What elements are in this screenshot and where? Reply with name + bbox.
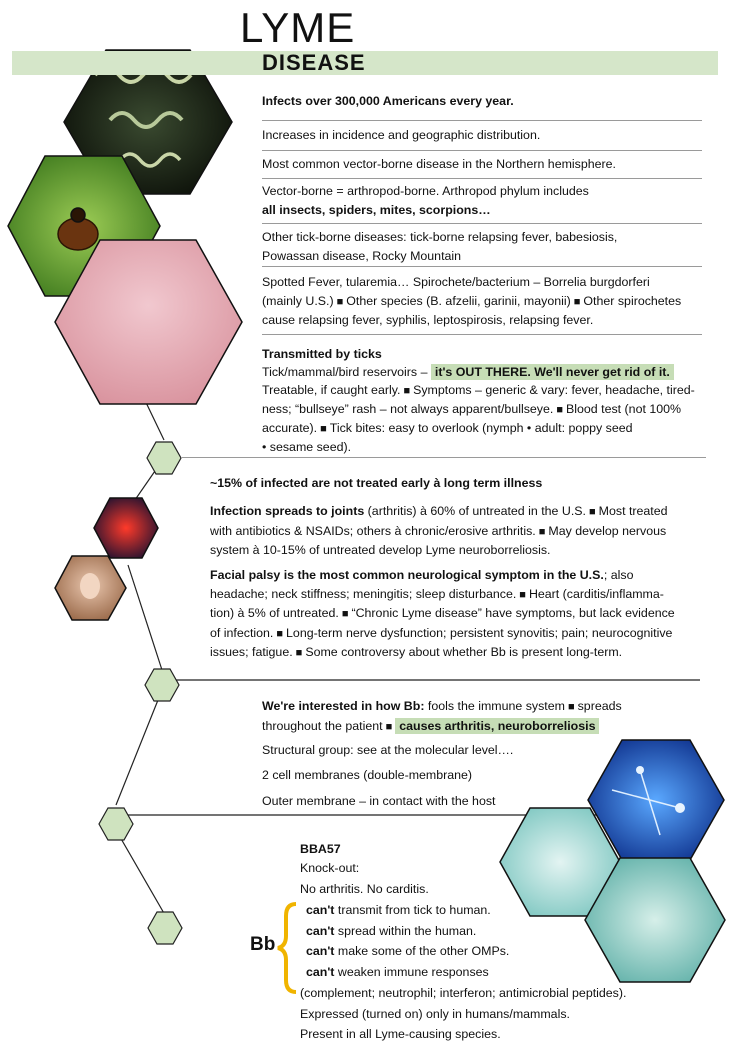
fact-infections: Infects over 300,000 Americans every year. xyxy=(262,94,514,108)
bba57-details: (complement; neutrophil; interferon; antimicrobial peptides). Expressed (turned on) only in humans/mammals. Present in all Lyme-causing species. xyxy=(300,986,627,1041)
divider xyxy=(262,178,702,179)
divider xyxy=(262,266,702,267)
highlight-arthritis: causes arthritis, neuroborreliosis xyxy=(395,718,599,734)
joint-image xyxy=(94,498,158,558)
highlight-out-there: it's OUT THERE. We'll never get rid of it. xyxy=(431,364,674,380)
title-disease: DISEASE xyxy=(262,50,366,75)
divider xyxy=(262,334,702,335)
timeline-node xyxy=(99,808,133,840)
timeline-node xyxy=(145,669,179,701)
timeline-node xyxy=(148,912,182,944)
transmitted-block: Transmitted by ticks Tick/mammal/bird reservoirs – it's OUT THERE. We'll never get rid of it. Treatable, if caught early. ■ Symptoms – generic & vary: fever, headache, tired- ness; “bullseye” rash – not always apparent/bullseye. ■ Blood test (not 100% accurate). ■ Tick bites: easy to overlook (nymph • adult: poppy seed • sesame seed). xyxy=(262,347,695,454)
fact-arthropod: Vector-borne = arthropod-borne. Arthropod phylum includes all insects, spiders, mites, scorpions… xyxy=(262,184,589,217)
fact-other-tick-diseases: Other tick-borne diseases: tick-borne relapsing fever, babesiosis, Powassan disease, Rocky Mountain xyxy=(262,230,618,263)
untreated-heading: ~15% of infected are not treated early à long term illness xyxy=(210,476,543,490)
double-membrane: 2 cell membranes (double-membrane) xyxy=(262,768,473,782)
divider xyxy=(182,457,706,458)
palsy-block: Facial palsy is the most common neurological symptom in the U.S.; also headache; neck stiffness; meningitis; sleep disturbance. ■ Heart (carditis/inflamma- tion) à 5% of untreated. ■ “Chronic Lyme disease” have symptoms, but lack evidence of infection. ■ Long-term nerve dysfunction; persistent synovitis; pain; neurocognitive issues; fatigue. ■ Some controversy about whether Bb is present long-term. xyxy=(210,568,675,659)
structural-group: Structural group: see at the molecular level…. xyxy=(262,743,514,757)
title-lyme: LYME xyxy=(240,4,356,51)
interest-block: We're interested in how Bb: fools the immune system ■ spreads throughout the patient ■ causes arthritis, neuroborreliosis xyxy=(262,699,622,733)
knockout-label: Knock-out: xyxy=(300,861,360,875)
no-arthritis: No arthritis. No carditis. xyxy=(300,882,429,896)
fact-vector-borne: Most common vector-borne disease in the Northern hemisphere. xyxy=(262,157,616,171)
outer-membrane: Outer membrane – in contact with the host xyxy=(262,794,496,808)
bb-label: Bb xyxy=(250,934,276,955)
bba57-heading: BBA57 xyxy=(300,842,341,856)
joints-block: Infection spreads to joints (arthritis) à 60% of untreated in the U.S. ■ Most treated with antibiotics & NSAIDs; others à chronic/erosive arthritis. ■ May develop nervous system à 10-15% of untreated develop Lyme neuroborreliosis. xyxy=(210,504,668,557)
divider xyxy=(262,120,702,121)
fact-spirochete: Spotted Fever, tularemia… Spirochete/bacterium – Borrelia burgdorferi (mainly U.S.) ■ Other species (B. afzelii, garinii, mayonii) ■ Other spirochetes cause relapsing fever, syphilis, leptospirosis, relapsing fever. xyxy=(262,275,682,327)
divider xyxy=(262,150,702,151)
timeline-node xyxy=(147,442,181,474)
divider xyxy=(262,223,702,224)
fact-incidence: Increases in incidence and geographic distribution. xyxy=(262,128,541,142)
cant-list: can't transmit from tick to human. can't spread within the human. can't make some of the other OMPs. can't weaken immune responses xyxy=(306,903,510,979)
